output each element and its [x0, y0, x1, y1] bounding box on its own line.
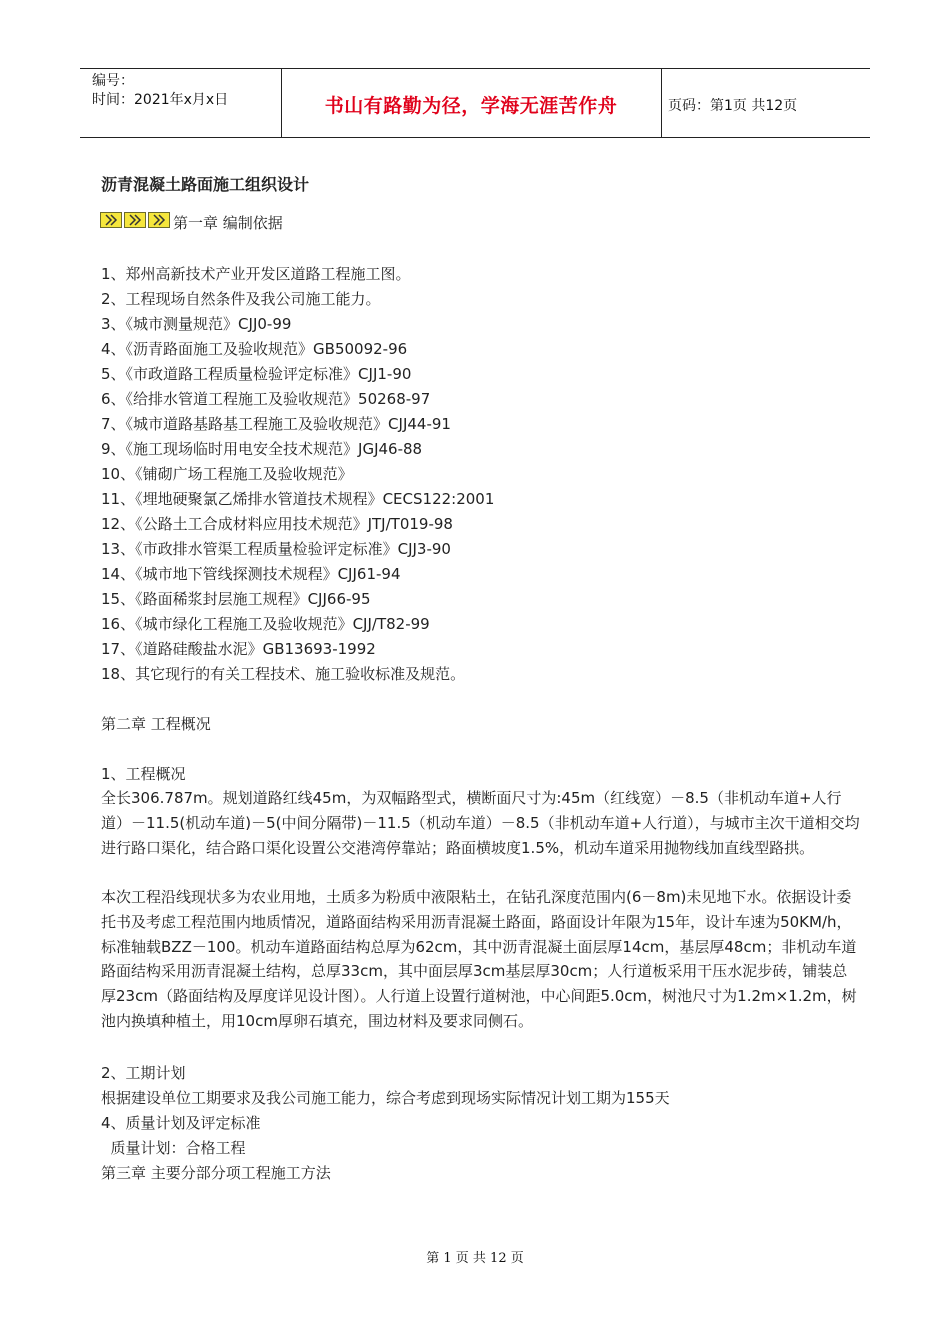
date-label: 时间：2021年x月x日: [92, 92, 229, 108]
list-item: 16、《城市绿化工程施工及验收规范》CJJ/T82-99: [101, 615, 430, 633]
section-heading: 2、工期计划: [101, 1064, 186, 1082]
document-title: 沥青混凝土路面施工组织设计: [101, 175, 310, 194]
quality-text: 质量计划：合格工程: [101, 1139, 246, 1157]
list-item: 9、《施工现场临时用电安全技术规范》JGJ46-88: [101, 440, 423, 458]
list-item: 15、《路面稀浆封层施工规程》CJJ66-95: [101, 590, 371, 608]
list-item: 7、《城市道路基路基工程施工及验收规范》CJJ44-91: [101, 415, 451, 433]
section-heading: 4、质量计划及评定标准: [101, 1114, 261, 1132]
chapter2-heading: 第二章 工程概况: [101, 715, 211, 733]
list-item: 11、《埋地硬聚氯乙烯排水管道技术规程》CECS122:2001: [101, 490, 495, 508]
list-item: 12、《公路土工合成材料应用技术规范》JTJ/T019-98: [101, 515, 453, 533]
list-item: 2、工程现场自然条件及我公司施工能力。: [101, 290, 381, 308]
outline-toggle-icon: [100, 212, 122, 228]
list-item: 17、《道路硅酸盐水泥》GB13693-1992: [101, 640, 376, 658]
list-item: 13、《市政排水管渠工程质量检验评定标准》CJJ3-90: [101, 540, 451, 558]
page-footer: 第 1 页 共 12 页: [426, 1251, 524, 1266]
section-heading: 1、工程概况: [101, 765, 186, 783]
outline-icons: [100, 212, 172, 230]
list-item: 5、《市政道路工程质量检验评定标准》CJJ1-90: [101, 365, 412, 383]
list-item: 10、《铺砌广场工程施工及验收规范》: [101, 465, 353, 483]
schedule-text: 根据建设单位工期要求及我公司施工能力，综合考虑到现场实际情况计划工期为155天: [101, 1089, 670, 1107]
list-item: 1、郑州高新技术产业开发区道路工程施工图。: [101, 265, 411, 283]
page-label: 页码：第1页 共12页: [668, 98, 798, 114]
motto-text: 书山有路勤为径，学海无涯苦作舟: [324, 95, 618, 117]
list-item: 4、《沥青路面施工及验收规范》GB50092-96: [101, 340, 408, 358]
list-item: 3、《城市测量规范》CJJ0-99: [101, 315, 292, 333]
outline-toggle-icon: [148, 212, 170, 228]
header-page-cell: [662, 69, 870, 137]
chapter3-heading: 第三章 主要分部分项工程施工方法: [101, 1164, 331, 1182]
list-item: 6、《给排水管道工程施工及验收规范》50268-97: [101, 390, 431, 408]
code-label: 编号：: [92, 73, 134, 89]
header-meta-cell: [80, 69, 282, 137]
list-item: 18、其它现行的有关工程技术、施工验收标准及规范。: [101, 665, 466, 683]
outline-toggle-icon: [124, 212, 146, 228]
page-header: [80, 68, 870, 138]
header-motto-cell: [281, 69, 662, 137]
overview-paragraph: 全长306.787m。规划道路红线45m，为双幅路型式，横断面尺寸为:45m（红线宽）－8.5（非机动车道+人行道）－11.5(机动车道)－5(中间分隔带)－11.5（机动车道）－8.5（非机动车道+人行道），与城市主次干道相交均进行路口渠化，结合路口渠化设置公交港湾停靠站；路面横坡度1.5%，机动车道采用抛物线加直线型路拱。: [101, 789, 860, 857]
list-item: 14、《城市地下管线探测技术规程》CJJ61-94: [101, 565, 401, 583]
chapter1-heading: 第一章 编制依据: [173, 214, 283, 232]
geology-paragraph: 本次工程沿线现状多为农业用地，土质多为粉质中液限粘土，在钻孔深度范围内(6－8m)未见地下水。依据设计委托书及考虑工程范围内地质情况，道路面结构采用沥青混凝土路面，路面设计年限为15年，设计车速为50KM/h，标准轴载BZZ－100。机动车道路面结构总厚为62cm，其中沥青混凝土面层厚14cm，基层厚48cm；非机动车道路面结构采用沥青混凝土结构，总厚33cm，其中面层厚3cm基层厚30cm；人行道板采用干压水泥步砖，铺装总厚23cm（路面结构及厚度详见设计图）。人行道上设置行道树池，中心间距5.0cm，树池尺寸为1.2m×1.2m，树池内换填种植土，用10cm厚卵石填充，围边材料及要求同侧石。: [101, 888, 857, 1030]
